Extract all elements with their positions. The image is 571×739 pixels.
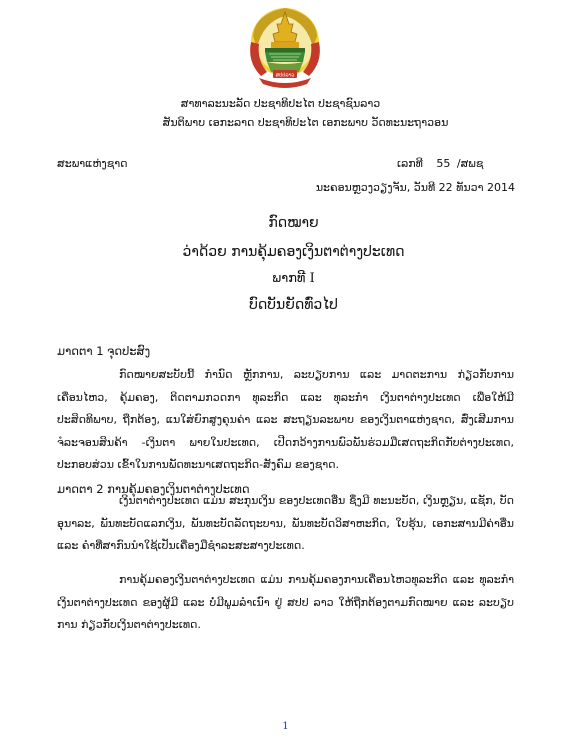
national-emblem: [245, 2, 325, 88]
article-2-paragraph-2: [57, 569, 514, 637]
svg-text:ສປປລາວ: ສປປລາວ: [275, 72, 295, 79]
national-motto-line: ສັນຕິພາບ ເອກະລາດ ປະຊາທິປະໄຕ ເອກະພາບ ວັດທະນະຖາວອນ: [162, 116, 449, 129]
reference-label: ເລກທີ: [397, 157, 423, 170]
page-number: 1: [282, 721, 289, 732]
reference-suffix: /ສພຊ: [456, 157, 484, 170]
reference-number: [397, 157, 483, 170]
article-1-paragraph-text: ກົດໝາຍສະບັບນີ້ ກໍານົດ ຫຼັກການ, ລະບຽບການ ແລະ ມາດຕະການ ກ່ຽວກັບການເຄື່ອນໄຫວ, ຄຸ້ມຄອງ, ຕິດຕາມກວດກາ ທຸລະກິດ ແລະ ທຸລະກໍາ ເງິນຕາຕ່າງປະເທດ ເພື່ອໃຫ້ມີປະສິດທິພາບ, ຖືກຕ້ອງ, ແນໃສ່ຍົກສູງຄຸນຄ່າ ແລະ ສະຖຽນລະພາບ ຂອງເງິນຕາແຫ່ງຊາດ, ສົ່ງເສີມການຈໍລະຈອນສິນຄ້າ -ເງິນຕາ ພາຍໃນປະເທດ, ເປີດກວ້າງການພົວພັນຮ່ວມມືເສດຖະກິດກັບຕ່າງປະເທດ, ປະກອບສ່ວນ ເຂົ້າໃນການພັດທະນາເສດຖະກິດ-ສັງຄົມ ຂອງຊາດ.: [57, 368, 514, 471]
part-title: ບົດບັນຍັດທົ່ວໄປ: [249, 297, 338, 313]
reference-value: 55: [436, 157, 451, 170]
article-2-paragraph-1: [57, 490, 514, 558]
article-1-heading: ມາດຕາ 1 ຈຸດປະສົງ: [57, 344, 151, 358]
part-heading: ພາກທີ I: [272, 271, 315, 286]
country-name-line: ສາທາລະນະລັດ ປະຊາທິປະໄຕ ປະຊາຊົນລາວ: [180, 97, 381, 110]
document-type-title: ກົດໝາຍ: [268, 215, 319, 231]
article-2-heading: ມາດຕາ 2 ການຄຸ້ມຄອງເງິນຕາຕ່າງປະເທດ: [57, 482, 250, 496]
article-1-paragraph: [57, 364, 514, 477]
document-subject-title: ວ່າດ້ວຍ ການຄຸ້ມຄອງເງິນຕາຕ່າງປະເທດ: [182, 244, 405, 260]
issue-date: ນະຄອນຫຼວງວຽງຈັນ, ວັນທີ 22 ທັນວາ 2014: [315, 181, 515, 194]
article-2-paragraph-2-text: ການຄຸ້ມຄອງເງິນຕາຕ່າງປະເທດ ແມ່ນ ການຄຸ້ມຄອງການເຄື່ອນໄຫວທຸລະກິດ ແລະ ທຸລະກໍາເງິນຕາຕ່າງປະເທດ ຂອງຜູ້ມີ ແລະ ບໍ່ມີພູມລໍາເນົາ ຢູ່ ສປປ ລາວ ໃຫ້ຖືກຕ້ອງຕາມກົດໝາຍ ແລະ ລະບຽບການ ກ່ຽວກັບເງິນຕາຕ່າງປະເທດ.: [57, 573, 514, 631]
article-2-paragraph-1-text: ເງິນຕາຕ່າງປະເທດ ແມ່ນ ສະກຸນເງິນ ຂອງປະເທດອື່ນ ຊຶ່ງມີ ທະນະບັດ, ເງິນຫຼຽນ, ແຊັກ, ບັດອຸນາລະ, ພັນທະບັດແລກເງິນ, ພັນທະບັດລັດຖະບານ, ພັນທະບັດວິສາຫະກິດ, ໃບຮຸ້ນ, ເອກະສານມີຄ່າອື່ນ ແລະ ຄໍາທີ່ສາກົນນໍາໃຊ້ເປັນເຄື່ອງມືຊໍາລະສະສາງປະເທດ.: [57, 494, 514, 552]
issuing-organization: ສະພາແຫ່ງຊາດ: [57, 157, 128, 170]
